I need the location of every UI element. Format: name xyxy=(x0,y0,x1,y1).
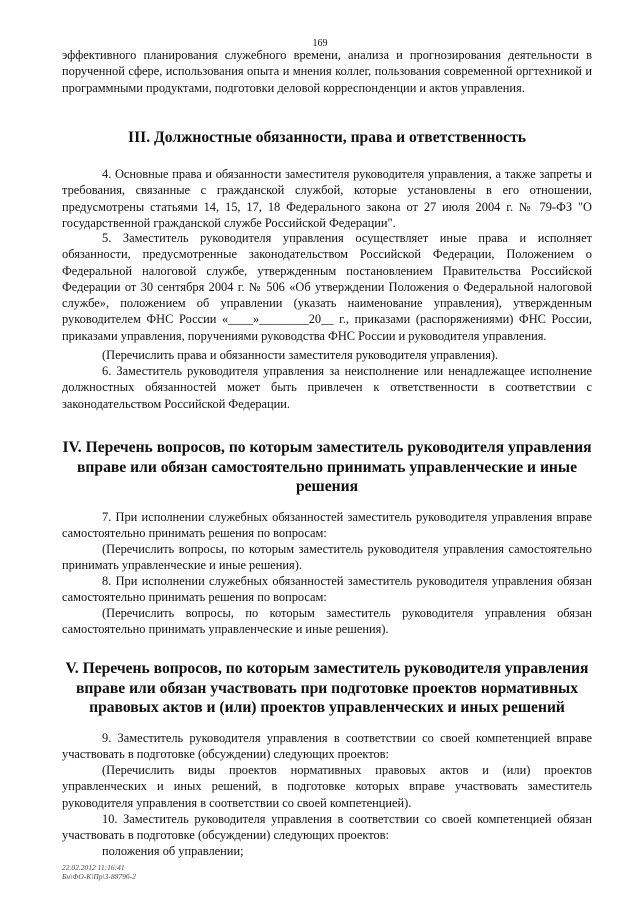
paragraph-8-note: (Перечислить вопросы, по которым заместитель руководителя управления обязан самостоятельно принимать управленческие и иные решения). xyxy=(62,606,592,637)
paragraph-5-note: (Перечислить права и обязанности заместителя руководителя управления). xyxy=(102,348,499,362)
paragraph-8: 8. При исполнении служебных обязанностей заместитель руководителя управления обязан самостоятельно принимать решения по вопросам: xyxy=(62,574,592,605)
paragraph-6: 6. Заместитель руководителя управления за неисполнение или ненадлежащее исполнение должностных обязанностей может быть привлечен к ответственности в соответствии с законодательством Российской Федерации. xyxy=(62,364,592,411)
paragraph-9: 9. Заместитель руководителя управления в соответствии со своей компетенцией вправе участвовать в подготовке (обсуждении) следующих проектов: xyxy=(62,731,592,762)
footer-line-2: Бн\ФО-К\Пр\3-8879б-2 xyxy=(62,872,136,881)
paragraph-7: 7. При исполнении служебных обязанностей заместитель руководителя управления вправе самостоятельно принимать решения по вопросам: xyxy=(62,510,592,541)
paragraph-10: 10. Заместитель руководителя управления в соответствии со своей компетенцией обязан участвовать в подготовке (обсуждении) следующих проектов: xyxy=(62,812,592,843)
section-5-heading: V. Перечень вопросов, по которым заместитель руководителя управления вправе или обязан участвовать при подготовке проектов нормативных правовых актов и (или) проектов управленческих и иных решений xyxy=(65,660,589,716)
paragraph-10-item: положения об управлении; xyxy=(102,844,244,858)
paragraph-7-note: (Перечислить вопросы, по которым заместитель руководителя управления самостоятельно принимать управленческие и иные решения). xyxy=(62,542,592,573)
paragraph-9-note: (Перечислить виды проектов нормативных правовых актов и (или) проектов управленческих и иных решений, в подготовке которых вправе участвовать заместитель руководителя управления в соответствии со своей компетенцией). xyxy=(62,763,592,810)
footer-stamp xyxy=(62,863,136,881)
section-4-heading: IV. Перечень вопросов, по которым заместитель руководителя управления вправе или обязан самостоятельно принимать управленческие и иные решения xyxy=(62,439,592,495)
page-number: 169 xyxy=(312,38,328,49)
intro-continuation: эффективного планирования служебного времени, анализа и прогнозирования деятельности в порученной сфере, использования опыта и мнения коллег, пользования современной оргтехникой и программными продуктами, подготовки деловой корреспонденции и актов управления. xyxy=(62,48,592,95)
section-3-heading: III. Должностные обязанности, права и ответственность xyxy=(128,129,526,146)
footer-line-1: 22.02.2012 11:16:41 xyxy=(62,863,125,872)
paragraph-4: 4. Основные права и обязанности заместителя руководителя управления, а также запреты и требования, связанные с гражданской службой, которые установлены в его отношении, предусмотрены статьями 14, 15, 17, 18 Федерального закона от 27 июля 2004 г. № 79-ФЗ "О государственной гражданской службе Российской Федерации". xyxy=(62,167,592,230)
paragraph-5: 5. Заместитель руководителя управления осуществляет иные права и исполняет обязанности, предусмотренные законодательством Российской Федерации, Положением о Федеральной налоговой службе, утвержденным постановлением Правительства Российской Федерации от 30 сентября 2004 г. № 506 «Об утверждении Положения о Федеральной налоговой службе», положением об управлении (указать наименование управления), утвержденным руководителем ФНС России «____»________20__ г., приказами (распоряжениями) ФНС России, приказами управления, поручениями руководства ФНС России и руководителя управления. xyxy=(62,231,592,343)
